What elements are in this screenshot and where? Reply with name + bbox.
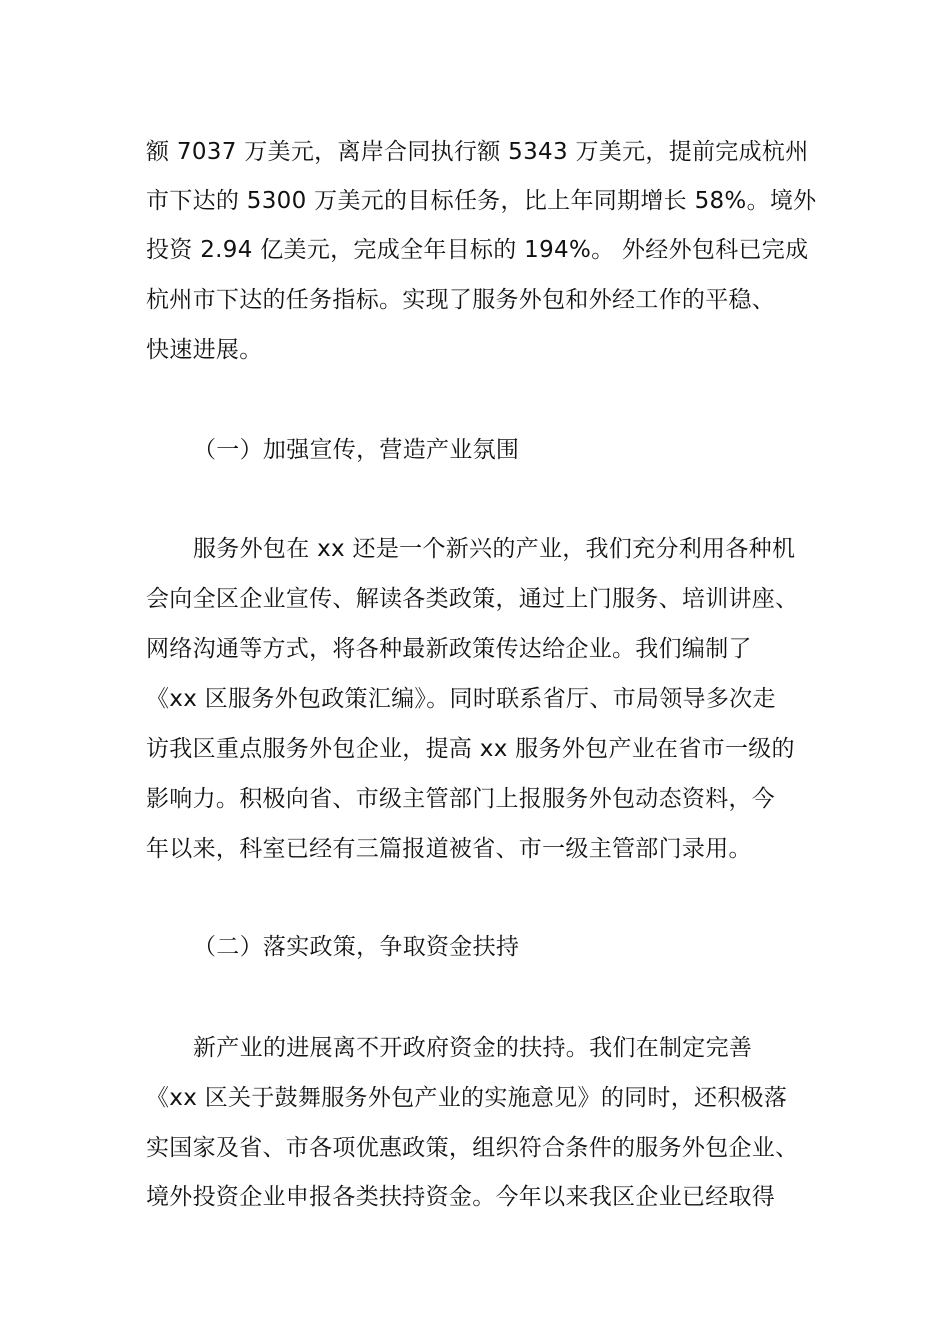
paragraph-line: 额 7037 万美元，离岸合同执行额 5343 万美元，提前完成杭州 — [146, 139, 809, 165]
paragraph-line: 境外投资企业申报各类扶持资金。今年以来我区企业已经取得 — [146, 1184, 776, 1210]
paragraph-line: 《xx 区服务外包政策汇编》。同时联系省厅、市局领导多次走 — [146, 686, 776, 712]
section-heading-1: （一）加强宣传，营造产业氛围 — [193, 437, 520, 463]
paragraph-line: 投资 2.94 亿美元，完成全年目标的 194%。 外经外包科已完成 — [146, 237, 809, 263]
paragraph-line: 影响力。积极向省、市级主管部门上报服务外包动态资料，今 — [146, 786, 776, 812]
paragraph-line: 网络沟通等方式，将各种最新政策传达给企业。我们编制了 — [146, 636, 752, 662]
paragraph-line: 市下达的 5300 万美元的目标任务，比上年同期增长 58%。境外 — [146, 188, 817, 214]
paragraph-line: 服务外包在 xx 还是一个新兴的产业，我们充分利用各种机 — [193, 536, 796, 562]
paragraph-line: 实国家及省、市各项优惠政策，组织符合条件的服务外包企业、 — [146, 1135, 799, 1161]
paragraph-line: 年以来，科室已经有三篇报道被省、市一级主管部门录用。 — [146, 836, 752, 862]
paragraph-line: 访我区重点服务外包企业，提高 xx 服务外包产业在省市一级的 — [146, 736, 795, 762]
paragraph-line: 快速进展。 — [146, 337, 263, 363]
paragraph-line: 杭州市下达的任务指标。实现了服务外包和外经工作的平稳、 — [146, 287, 776, 313]
paragraph-line: 新产业的进展离不开政府资金的扶持。我们在制定完善 — [193, 1035, 753, 1061]
paragraph-line: 会向全区企业宣传、解读各类政策，通过上门服务、培训讲座、 — [146, 586, 799, 612]
paragraph-line: 《xx 区关于鼓舞服务外包产业的实施意见》的同时，还积极落 — [146, 1085, 788, 1111]
section-heading-2: （二）落实政策，争取资金扶持 — [193, 934, 520, 960]
